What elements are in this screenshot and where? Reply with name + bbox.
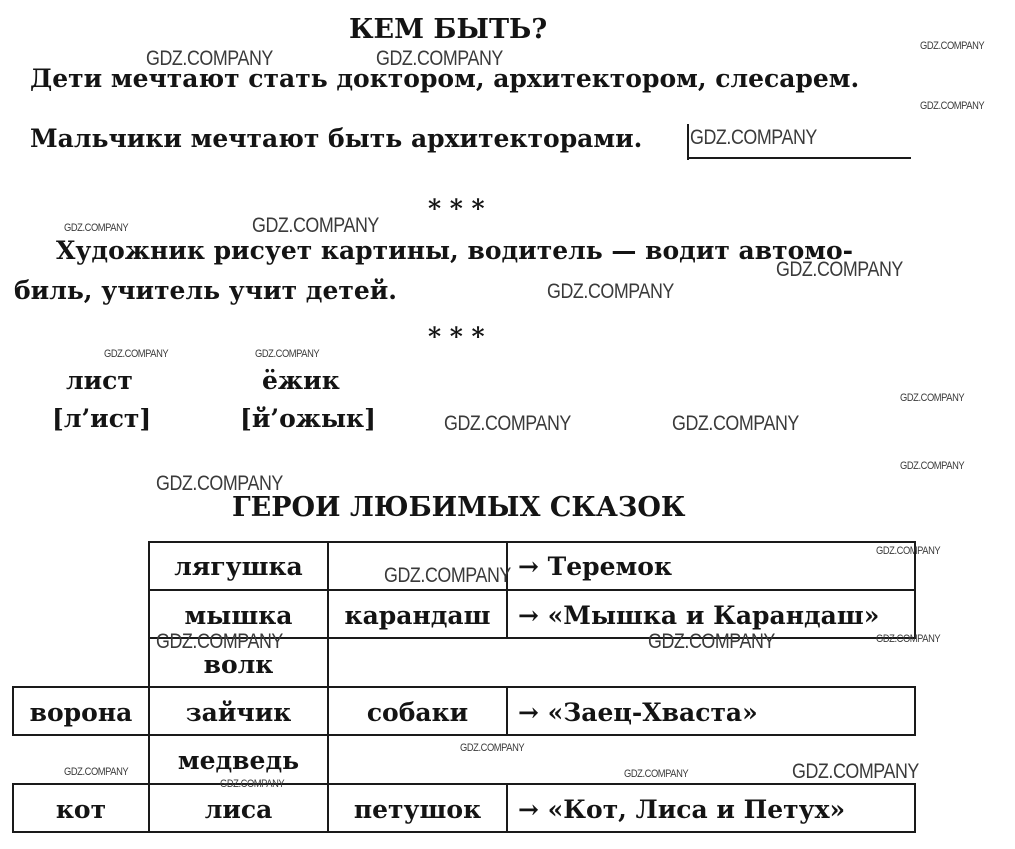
watermark: GDZ.COMPANY [384,564,511,587]
answer-box-left-border [687,124,689,160]
paragraph-line: биль, учитель учит детей. [14,276,398,305]
table-title: ГЕРОИ ЛЮБИМЫХ СКАЗОК [232,492,686,523]
table-cell: петушок [353,795,482,824]
table-cell: → «Кот, Лиса и Петух» [518,795,846,824]
answer-blank-line [687,157,911,159]
paragraph-line: Дети мечтают стать доктором, архитектором, слесарем. [30,64,860,93]
table-cell: → «Мышка и Карандаш» [518,601,880,630]
transcription: [л’ист] [52,404,152,433]
watermark: GDZ.COMPANY [220,778,285,790]
table-vline [506,541,508,639]
page-title: КЕМ БЫТЬ? [349,14,548,45]
table-vline [327,639,329,687]
watermark: GDZ.COMPANY [146,47,273,70]
watermark: GDZ.COMPANY [104,348,169,360]
watermark: GDZ.COMPANY [252,214,379,237]
table-cell: карандаш [344,601,491,630]
watermark: GDZ.COMPANY [255,348,320,360]
table-cell: лиса [204,795,273,824]
table-cell: кот [55,795,107,824]
watermark: GDZ.COMPANY [690,126,817,149]
watermark: GDZ.COMPANY [648,630,775,653]
table-cell: волк [203,650,274,679]
watermark: GDZ.COMPANY [64,766,129,778]
table-vline [506,686,508,736]
separator-stars: * * * [428,322,485,351]
watermark: GDZ.COMPANY [776,258,903,281]
table-hline [148,589,916,591]
table-cell: мышка [184,601,293,630]
table-cell: медведь [177,746,300,775]
watermark: GDZ.COMPANY [624,768,689,780]
table-cell: лягушка [174,552,303,581]
watermark: GDZ.COMPANY [792,760,919,783]
watermark: GDZ.COMPANY [156,630,283,653]
watermark: GDZ.COMPANY [900,460,965,472]
table-cell: ворона [29,698,133,727]
separator-stars: * * * [428,194,485,223]
word: лист [66,366,133,395]
watermark: GDZ.COMPANY [376,47,503,70]
transcription: [й’ожык] [240,404,376,433]
watermark: GDZ.COMPANY [876,633,941,645]
watermark: GDZ.COMPANY [64,222,129,234]
watermark: GDZ.COMPANY [460,742,525,754]
table-cell: → Теремок [518,552,672,581]
watermark: GDZ.COMPANY [672,412,799,435]
table-cell: → «Заец-Хваста» [518,698,758,727]
word: ёжик [262,366,340,395]
watermark: GDZ.COMPANY [444,412,571,435]
paragraph-line: Художник рисует картины, водитель — водит автомо- [56,236,854,265]
watermark: GDZ.COMPANY [156,472,283,495]
table-vline [506,783,508,833]
watermark: GDZ.COMPANY [920,40,985,52]
table-cell: зайчик [185,698,292,727]
watermark: GDZ.COMPANY [920,100,985,112]
watermark: GDZ.COMPANY [900,392,965,404]
paragraph-line: Мальчики мечтают быть архитекторами. [30,124,643,153]
watermark: GDZ.COMPANY [876,545,941,557]
table-vline [327,736,329,784]
table-cell: собаки [366,698,469,727]
watermark: GDZ.COMPANY [547,280,674,303]
